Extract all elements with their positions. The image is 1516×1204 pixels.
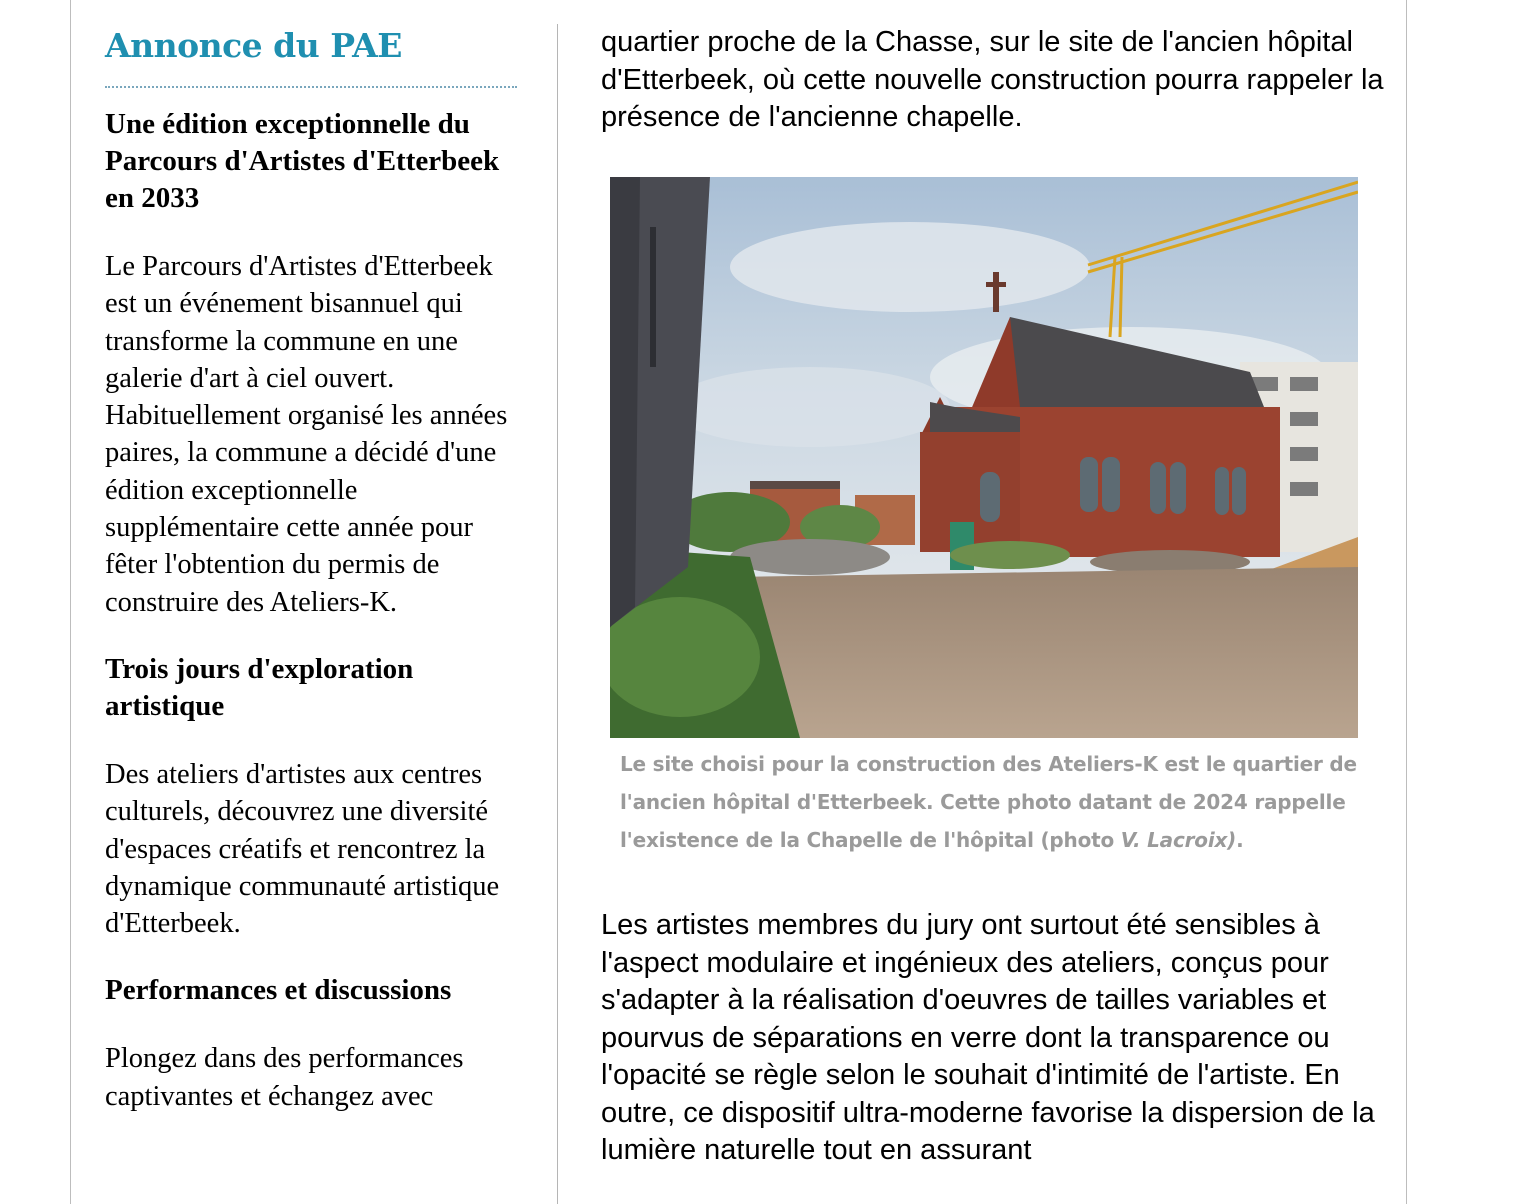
sidebar-announcement — [105, 22, 520, 1115]
caption-credit: V. Lacroix) — [1120, 828, 1237, 852]
article-photo — [610, 177, 1358, 738]
sidebar-heading-edition: Une édition exceptionnelle du Parcours d'Artistes d'Etterbeek en 2033 — [105, 108, 500, 214]
chapel-photo-illustration — [610, 177, 1358, 738]
sidebar-title: Annonce du PAE — [105, 26, 402, 65]
dotted-divider — [105, 86, 517, 88]
caption-text: Le site choisi pour la construction des Ateliers-K est le quartier de l'ancien hôpital d'Etterbeek. Cette photo datant de 2024 rappelle l'existence de la Chapelle de l'hôpital (photo — [620, 752, 1357, 852]
article-intro-text: quartier proche de la Chasse, sur le site de l'ancien hôpital d'Etterbeek, où cette nouvelle construction pourra rappeler la présence de l'ancienne chapelle. — [601, 26, 1384, 133]
photo-caption — [620, 745, 1360, 859]
page-border-right — [1406, 0, 1407, 1204]
sidebar-heading-exploration: Trois jours d'exploration artistique — [105, 652, 414, 722]
page-border-left — [70, 0, 71, 1204]
column-divider — [557, 24, 558, 1204]
sidebar-paragraph-performances: Plongez dans des performances captivantes et échangez avec — [105, 1043, 464, 1112]
sidebar-paragraph-intro: Le Parcours d'Artistes d'Etterbeek est un événement bisannuel qui transforme la commune en une galerie d'art à ciel ouvert. Habituellement organisé les années paires, la commune a décidé d'une édition exceptionnelle supplémentaire cette année pour fêter l'obtention du permis de construire des Ateliers-K. — [105, 251, 508, 618]
article-main — [601, 24, 1391, 137]
caption-end: . — [1236, 828, 1244, 852]
article-body-text: Les artistes membres du jury ont surtout été sensibles à l'aspect modulaire et ingénieux des ateliers, conçus pour s'adapter à la réalisation d'oeuvres de tailles variables et pourvus de séparations en verre dont la transparence ou l'opacité se règle selon le souhait d'intimité de l'artiste. En outre, ce dispositif ultra-moderne favorise la dispersion de la lumière naturelle tout en assurant — [601, 909, 1375, 1166]
sidebar-heading-performances: Performances et discussions — [105, 974, 452, 1007]
sidebar-paragraph-exploration: Des ateliers d'artistes aux centres culturels, découvrez une diversité d'espaces créatifs et rencontrez la dynamique communauté artistique d'Etterbeek. — [105, 758, 500, 940]
